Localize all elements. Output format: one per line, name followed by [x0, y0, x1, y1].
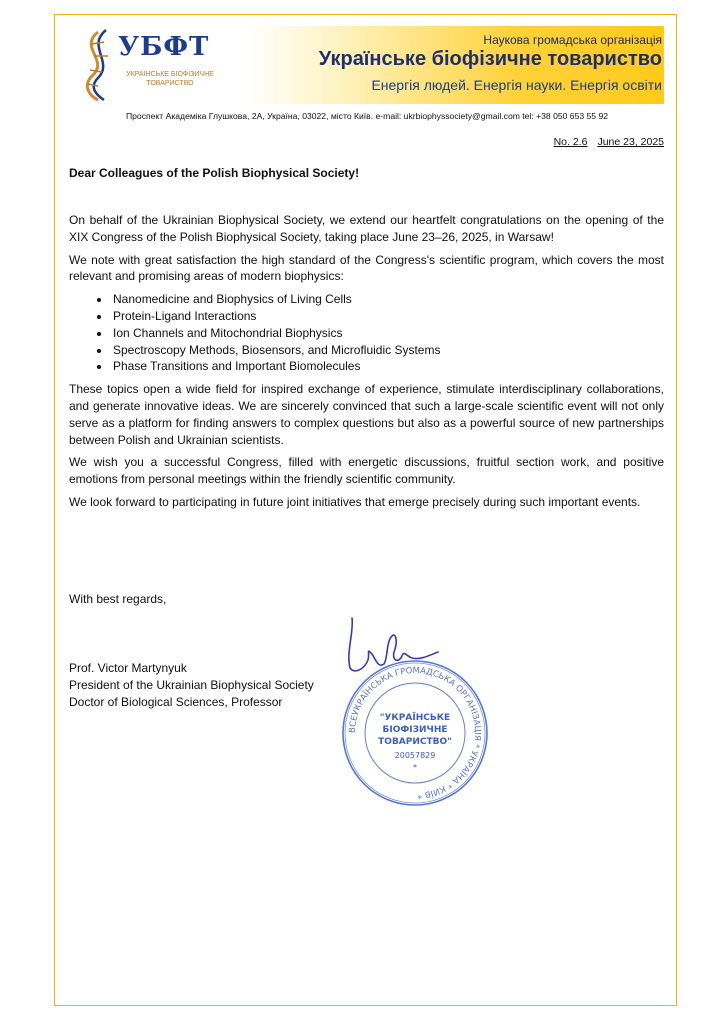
stamp-line: "УКРАЇНСЬКЕ	[379, 713, 451, 723]
paragraph: We wish you a successful Congress, filled with energetic discussions, fruitful section work, and positive emotions from personal meetings within the friendly scientific community.	[69, 455, 664, 487]
paragraph: On behalf of the Ukrainian Biophysical Society, we extend our heartfelt congratulations on the opening of the XIX Congress of the Polish Biophysical Society, taking place June 23–26, 2025, in Warsaw!	[69, 213, 664, 244]
stamp-ring-text: ВСЕУКРАЇНСЬКА ГРОМАДСЬКА ОРГАНІЗАЦІЯ * УКРАЇНА * КИЇВ *	[347, 665, 483, 800]
list-item: • Protein-Ligand Interactions	[111, 308, 664, 325]
list-item: • Spectroscopy Methods, Biosensors, and Microfluidic Systems	[111, 342, 664, 359]
official-stamp-icon	[340, 658, 490, 808]
document-date: June 23, 2025	[597, 136, 664, 148]
organization-name: Українське біофізичне товариство	[318, 48, 662, 70]
stamp-line: БІОФІЗИЧНЕ	[382, 725, 448, 735]
topics-list	[69, 291, 664, 375]
stamp-code: 20057829	[394, 751, 436, 760]
paragraph: These topics open a wide field for inspired exchange of experience, stimulate interdisciplinary collaborations, and generate innovative ideas. We are sincerely convinced that such a large-scale scientific event will not only serve as a platform for finding answers to complex questions but also as a powerful source of new partnerships between Polish and Ukrainian scientists.	[69, 382, 664, 447]
paragraph: We look forward to participating in future joint initiatives that emerge precisely during such important events.	[69, 494, 641, 509]
stamp-line: ТОВАРИСТВО"	[378, 737, 452, 747]
organization-motto: Енергія людей. Енергія науки. Енергія освіти	[371, 77, 662, 93]
list-item: • Phase Transitions and Important Biomolecules	[111, 358, 664, 375]
signatory-name: Prof. Victor Martynyuk	[69, 661, 187, 675]
signatory-title: President of the Ukrainian Biophysical Society	[69, 678, 314, 692]
contact-address: Проспект Академіка Глушкова, 2А, Україна, 03022, місто Київ. e-mail: ukrbiophyssociety@gmail.com tel: +38 050 653 55 92	[125, 111, 609, 121]
list-item: • Nanomedicine and Biophysics of Living Cells	[111, 291, 664, 308]
greeting: Dear Colleagues of the Polish Biophysical Society!	[69, 166, 360, 180]
signatory-degree: Doctor of Biological Sciences, Professor	[69, 695, 283, 709]
letter-body	[69, 212, 664, 517]
paragraph: We note with great satisfaction the high standard of the Congress's scientific program, which covers the most relevant and promising areas of modern biophysics:	[69, 252, 664, 284]
document-number-date	[554, 136, 664, 148]
logo-subtitle: УКРАЇНСЬКЕ БІОФІЗИЧНЕ ТОВАРИСТВО	[126, 71, 214, 87]
list-item: • Ion Channels and Mitochondrial Biophysics	[111, 325, 664, 342]
document-number: No. 2.6	[553, 136, 588, 148]
logo-wordmark: УБФТ	[118, 32, 210, 62]
organization-type: Наукова громадська організація	[483, 33, 662, 47]
stamp-star-icon: *	[413, 763, 417, 772]
closing: With best regards,	[69, 592, 167, 606]
signatory-block	[69, 660, 314, 711]
